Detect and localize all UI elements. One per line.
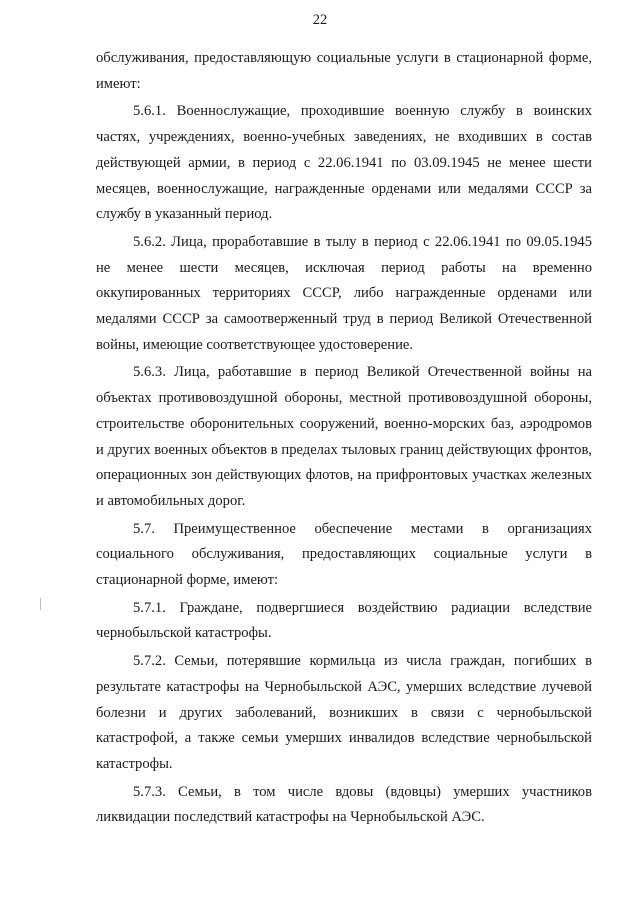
paragraph-5-6-3: 5.6.3. Лица, работавшие в период Великой Отечественной войны на объектах противовоздушной обороны, местной противовоздушной обороны, строительстве оборонительных сооружений, военно-морских баз, аэродромов и других военных объектов в пределах тыловых границ действующих фронтов, операционных зон действующих флотов, на прифронтовых участках железных и автомобильных дорог. [96, 364, 592, 509]
paragraph-5-7: 5.7. Преимущественное обеспечение местами в организациях социального обслуживания, предоставляющих социальные услуги в стационарной форме, имеют: [96, 520, 592, 589]
paragraph-5-7-2: 5.7.2. Семьи, потерявшие кормильца из числа граждан, погибших в результате катастрофы на Чернобыльской АЭС, умерших вследствие лучевой болезни и других заболеваний, возникших в связи с чернобыльской катастрофой, а также семьи умерших инвалидов вследствие чернобыльской катастрофы. [96, 653, 592, 772]
paragraph-5-7-3: 5.7.3. Семьи, в том числе вдовы (вдовцы) умерших участников ликвидации последствий катастрофы на Чернобыльской АЭС. [96, 783, 592, 826]
paragraph-continuation: обслуживания, предоставляющую социальные услуги в стационарной форме, имеют: [96, 50, 592, 92]
page-number: 22 [312, 12, 328, 28]
paragraph-5-6-1: 5.6.1. Военнослужащие, проходившие военную службу в воинских частях, учреждениях, военно-учебных заведениях, не входивших в состав действующей армии, в период с 22.06.1941 по 03.09.1945 не менее шести месяцев, военнослужащие, награжденные орденами или медалями СССР за службу в указанный период. [96, 103, 592, 223]
scan-artifact-mark [40, 598, 41, 610]
paragraph-5-7-1: 5.7.1. Граждане, подвергшиеся воздействию радиации вследствие чернобыльской катастрофы. [96, 599, 592, 642]
paragraph-5-6-2: 5.6.2. Лица, проработавшие в тылу в период с 22.06.1941 по 09.05.1945 не менее шести месяцев, исключая период работы на временно оккупированных территориях СССР, либо награжденные орденами или медалями СССР за самоотверженный труд в период Великой Отечественной войны, имеющие соответствующее удостоверение. [96, 233, 592, 353]
document-body [96, 46, 592, 833]
